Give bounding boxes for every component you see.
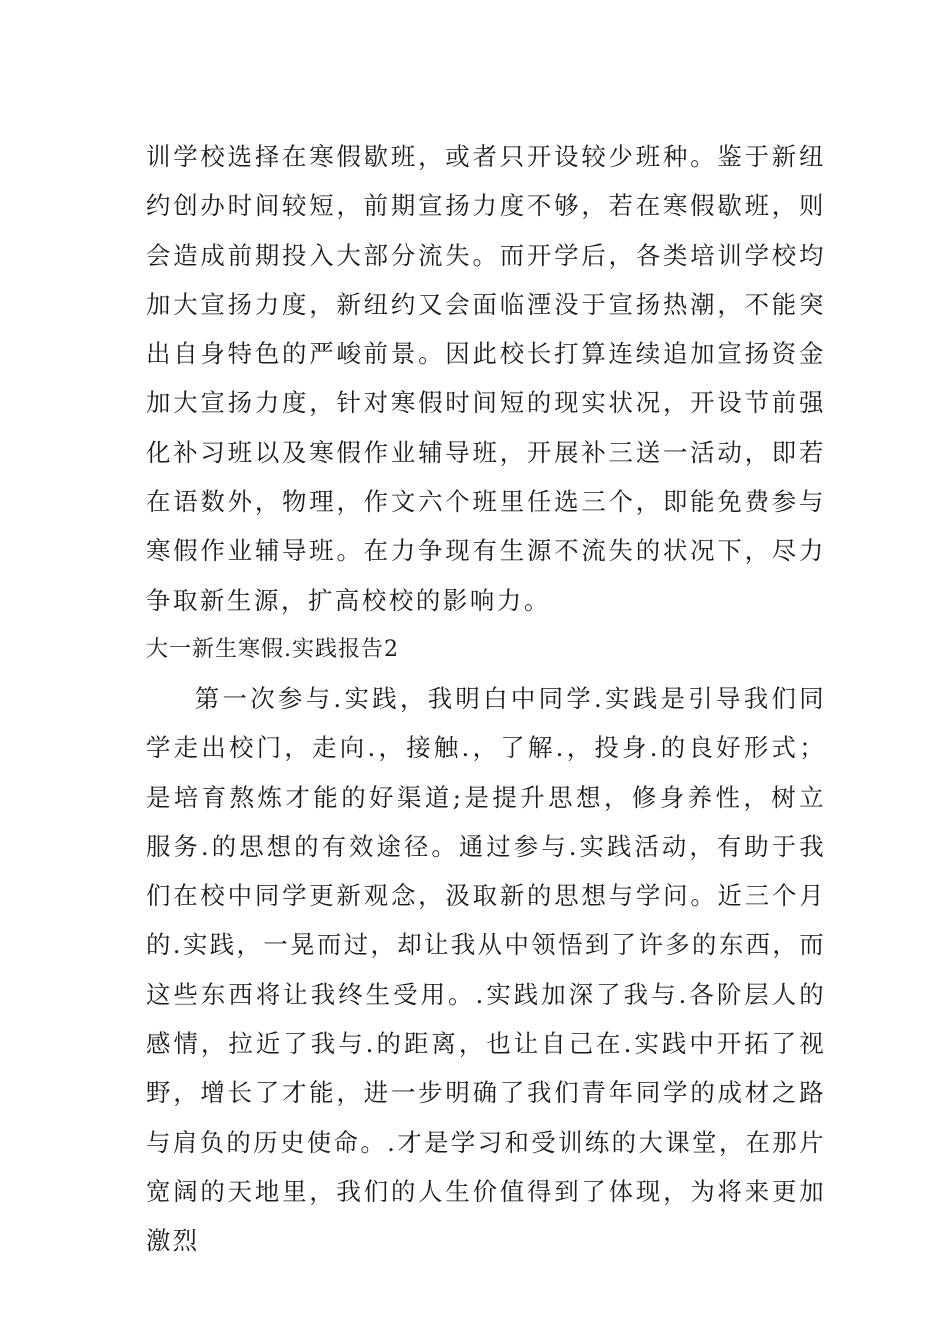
body-section-2 <box>146 674 826 1266</box>
paragraph-1: 训学校选择在寒假歇班，或者只开设较少班种。鉴于新纽约创办时间较短，前期宣扬力度不够，若在寒假歇班，则会造成前期投入大部分流失。而开学后，各类培训学校均加大宣扬力度，新纽约又会面临湮没于宣扬热潮，不能突出自身特色的严峻前景。因此校长打算连续追加宣扬资金加大宣扬力度，针对寒假时间短的现实状况，开设节前强化补习班以及寒假作业辅导班，开展补三送一活动，即若在语数外，物理，作文六个班里任选三个，即能免费参与寒假作业辅导班。在力争现有生源不流失的状况下，尽力争取新生源，扩高校校的影响力。 <box>146 142 826 615</box>
body-section-1 <box>146 132 826 625</box>
paragraph-2: 第一次参与.实践，我明白中同学.实践是引导我们同学走出校门，走向.，接触.，了解.，投身.的良好形式；是培育熬炼才能的好渠道;是提升思想，修身养性，树立服务.的思想的有效途径。通过参与.实践活动，有助于我们在校中同学更新观念，汲取新的思想与学问。近三个月的.实践，一晃而过，却让我从中领悟到了许多的东西，而这些东西将让我终生受用。.实践加深了我与.各阶层人的感情，拉近了我与.的距离，也让自己在.实践中开拓了视野，增长了才能，进一步明确了我们青年同学的成材之路与肩负的历史使命。.才是学习和受训练的大课堂，在那片宽阔的天地里，我们的人生价值得到了体现，为将来更加激烈 <box>146 684 826 1256</box>
section-heading: 大一新生寒假.实践报告2 <box>146 637 399 662</box>
